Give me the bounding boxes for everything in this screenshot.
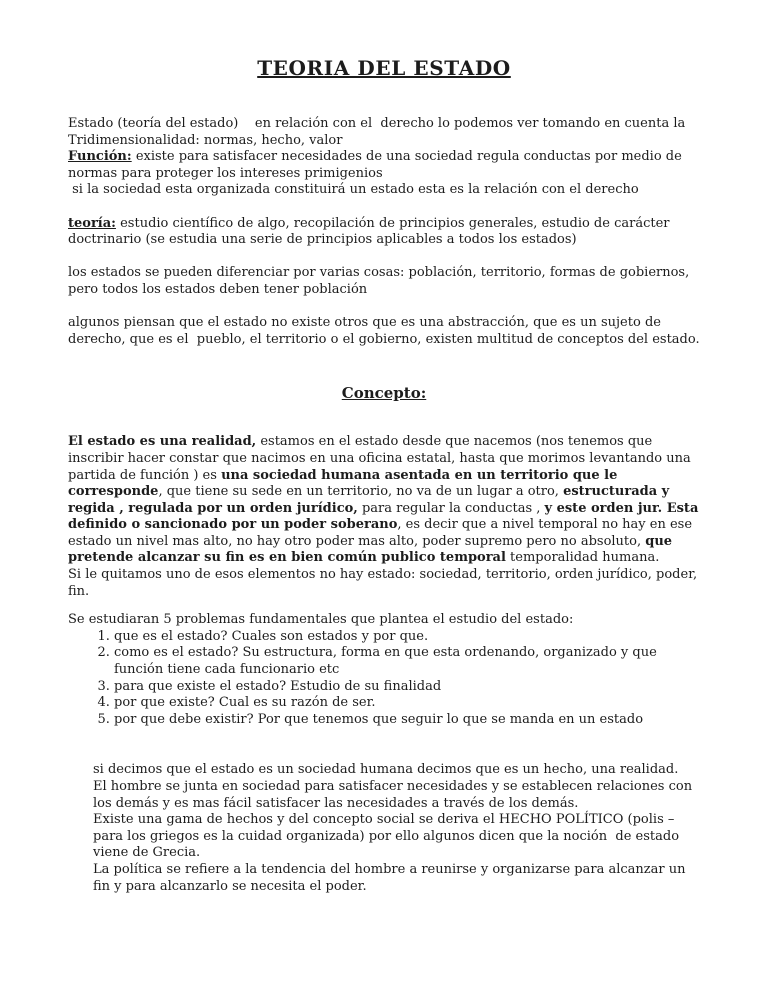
paragraph-funcion (68, 149, 700, 182)
list-item: 3. para que existe el estado? Estudio de su finalidad (114, 679, 700, 696)
list-item: 2. como es el estado? Su estructura, forma en que esta ordenando, organizado y que función tiene cada funcionario etc (114, 645, 700, 678)
text-run: si decimos que el estado es un sociedad humana decimos que es un hecho, una realidad. (93, 762, 679, 778)
list-item: 5. por que debe existir? Por que tenemos que seguir lo que se manda en un estado (114, 712, 700, 729)
text-run: para regular la conductas , (357, 500, 545, 516)
text-run: Función: (68, 149, 132, 165)
text-run: estudio científico de algo, recopilación de principios generales, estudio de carácter doctrinario (se estudia una serie de principios aplicables a todos los estados) (68, 215, 674, 248)
paragraph-hecho-politico (93, 812, 700, 862)
text-run: El hombre se junta en sociedad para satisfacer necesidades y se establecen relaciones con los demás y es mas fácil satisfacer las necesidades a través de los demás. (93, 779, 697, 811)
text-run: los estados se pueden diferenciar por varias cosas: población, territorio, formas de gobiernos, pero todos los estados deben tener población (68, 265, 694, 297)
list-item: 1. que es el estado? Cuales son estados y por que. (114, 629, 700, 646)
closing-block (93, 762, 700, 895)
text-run: estructurada y regida , regulada por un orden jurídico, (68, 484, 674, 516)
paragraph-hombre-sociedad (93, 779, 700, 812)
paragraph-teoria (68, 216, 700, 249)
text-run: Existe una gama de hechos y del concepto social se deriva el HECHO POLÍTICO (polis – para los griegos es la cuidad organizada) por ello algunos dicen que la noción de estado viene de Grecia. (93, 812, 684, 861)
paragraph-elementos (68, 567, 700, 600)
list-item: 4. por que existe? Cual es su razón de ser. (114, 695, 700, 712)
text-run: , que tiene su sede en un territorio, no va de un lugar a otro, (158, 484, 564, 500)
text-run: si la sociedad esta organizada constituirá un estado esta es la relación con el derecho (68, 182, 639, 198)
text-run: La política se refiere a la tendencia del hombre a reunirse y organizarse para alcanzar un fin y para alcanzarlo se necesita el poder. (93, 861, 690, 894)
problems-list (68, 629, 700, 729)
text-run: temporalidad humana. (505, 550, 660, 566)
paragraph-conceptos-estado (68, 315, 700, 348)
text-run: existe para satisfacer necesidades de una sociedad regula conductas por medio de normas para proteger los intereses primigenios (68, 149, 686, 181)
text-run: Si le quitamos uno de esos elementos no hay estado: sociedad, territorio, orden jurídico, poder, fin. (68, 567, 702, 599)
paragraph-estado-realidad (68, 434, 703, 567)
text-run: y este orden jur. Esta definido o sancionado por un poder soberano (68, 500, 703, 533)
text-run: una sociedad humana asentada en un territorio que le corresponde (68, 467, 622, 500)
section-heading-concepto: Concepto: (341, 384, 427, 403)
text-run: algunos piensan que el estado no existe otros que es una abstracción, que es un sujeto de derecho, que es el pueblo, el territorio o el gobierno, existen multitud de conceptos del estado. (68, 315, 700, 347)
paragraph-cinco-problemas (68, 612, 700, 629)
text-run: Se estudiaran 5 problemas fundamentales que plantea el estudio del estado: (68, 612, 574, 628)
text-run: teoría: (68, 215, 116, 231)
text-run: El estado es una realidad, (68, 434, 257, 450)
text-run: que pretende alcanzar su fin es en bien común publico temporal (68, 533, 677, 566)
paragraph-diferencias-estados (68, 265, 700, 298)
paragraph-sociedad-organizada (68, 182, 700, 199)
paragraph-estado-intro (68, 116, 700, 149)
paragraph-politica-poder (93, 862, 700, 895)
document-title: TEORIA DEL ESTADO (257, 56, 511, 80)
paragraph-hecho-realidad (93, 762, 700, 779)
text-run: , es decir que a nivel temporal no hay en ese estado un nivel mas alto, no hay otro poder mas alto, poder supremo pero no absoluto, (68, 517, 697, 549)
text-run: Estado (teoría del estado) en relación con el derecho lo podemos ver tomando en cuenta la Tridimensionalidad: normas, hecho, valor (68, 116, 690, 148)
text-run: estamos en el estado desde que nacemos (nos tenemos que inscribir hacer constar que nacimos en una oficina estatal, hasta que morimos levantando una partida de función ) es (68, 434, 695, 483)
